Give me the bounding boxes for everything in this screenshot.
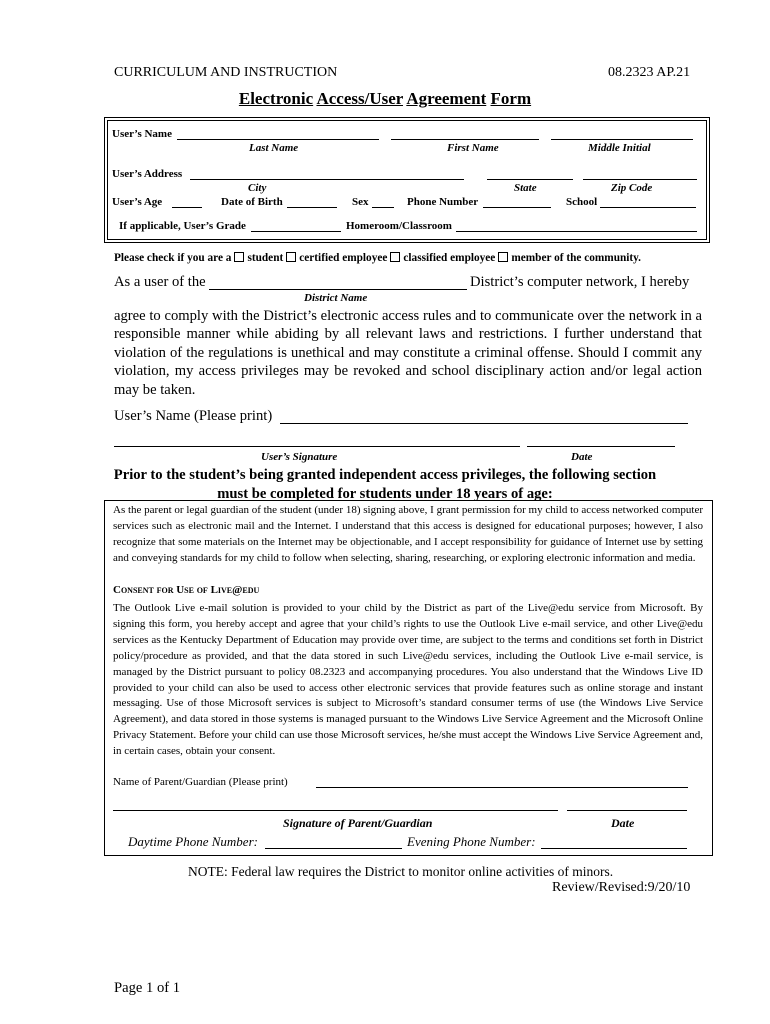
certified-checkbox[interactable] <box>286 252 296 262</box>
phone-label: Phone Number <box>407 196 479 208</box>
classified-checkbox[interactable] <box>390 252 400 262</box>
address-city-field[interactable] <box>190 179 464 180</box>
users-age-label: User’s Age <box>112 196 163 208</box>
sex-label: Sex <box>352 196 369 208</box>
parent-print-name-label: Name of Parent/Guardian (Please print) <box>113 776 288 788</box>
eve-phone-label: Evening Phone Number: <box>407 834 536 849</box>
agreement-paragraph: agree to comply with the District’s electronic access rules and to communicate over the network in a responsible manner while abiding by all relevant laws and restrictions. I further understand that violation of the regulations is unethical and may constitute a criminal offense. Should I commit any violation, my access privileges may be revoked and school disciplinary action and/or legal action may be taken. <box>114 308 702 398</box>
revised-date: Review/Revised:9/20/10 <box>552 880 691 895</box>
school-label: School <box>566 196 598 208</box>
role-check-prefix: Please check if you are a <box>114 252 232 264</box>
prior-notice-line2: must be completed for students under 18 years of age: <box>217 485 553 502</box>
day-phone-label: Daytime Phone Number: <box>128 834 258 849</box>
day-phone-field[interactable] <box>265 848 402 849</box>
role-check-line <box>114 252 641 264</box>
phone-field[interactable] <box>483 207 551 208</box>
title-word: Electronic <box>238 89 314 108</box>
certified-option: certified employee <box>299 252 388 264</box>
middle-initial-field[interactable] <box>551 139 693 140</box>
community-checkbox[interactable] <box>498 252 508 262</box>
parent-signature-field[interactable] <box>113 810 558 811</box>
sex-field[interactable] <box>372 207 394 208</box>
user-signature-field[interactable] <box>114 446 520 447</box>
users-address-label: User’s Address <box>112 168 183 180</box>
policy-code: 08.2323 AP.21 <box>608 65 691 80</box>
parent-print-name-field[interactable] <box>316 787 688 788</box>
first-name-field[interactable] <box>391 139 539 140</box>
user-signature-caption: User’s Signature <box>261 451 338 463</box>
print-name-field[interactable] <box>280 423 688 424</box>
student-checkbox[interactable] <box>234 252 244 262</box>
district-name-caption: District Name <box>304 292 368 304</box>
student-option: student <box>247 252 284 264</box>
title-word: Access/User <box>316 89 404 108</box>
user-date-caption: Date <box>571 451 593 463</box>
print-name-label: User’s Name (Please print) <box>114 408 273 424</box>
grade-field[interactable] <box>251 231 341 232</box>
dob-field[interactable] <box>287 207 337 208</box>
title-word: Form <box>490 89 532 108</box>
city-caption: City <box>248 182 267 194</box>
homeroom-label: Homeroom/Classroom <box>346 220 452 232</box>
user-date-field[interactable] <box>527 446 675 447</box>
dob-label: Date of Birth <box>221 196 283 208</box>
state-caption: State <box>514 182 537 194</box>
homeroom-field[interactable] <box>456 231 697 232</box>
as-user-text: As a user of the <box>114 274 206 290</box>
parent-date-field[interactable] <box>567 810 687 811</box>
consent-heading: Consent for Use of Live@edu <box>113 584 260 596</box>
form-title <box>0 89 770 109</box>
district-name-field[interactable] <box>209 289 467 290</box>
parent-intro-text: As the parent or legal guardian of the student (under 18) signing above, I grant permission for my child to access networked computer services such as electronic mail and the Internet. I understand that this access is designed for educational purposes; however, I also recognize that some materials on the Internet may be objectionable, and I accept responsibility for guidance of Internet use by setting and conveying standards for my child to follow when selecting, sharing, researching, or exploring electronic information and media. <box>113 504 703 564</box>
parent-signature-caption: Signature of Parent/Guardian <box>283 816 433 830</box>
federal-note: NOTE: Federal law requires the District to monitor online activities of minors. <box>188 864 614 879</box>
parent-date-caption: Date <box>611 816 635 830</box>
community-option: member of the community. <box>511 252 642 264</box>
users-name-label: User’s Name <box>112 128 172 140</box>
zip-caption: Zip Code <box>611 182 653 194</box>
prior-notice <box>0 466 770 503</box>
first-name-caption: First Name <box>447 142 499 154</box>
section-header: CURRICULUM AND INSTRUCTION <box>114 65 338 80</box>
zip-field[interactable] <box>583 179 697 180</box>
classified-option: classified employee <box>403 252 496 264</box>
network-text: District’s computer network, I hereby <box>470 274 690 290</box>
page-number: Page 1 of 1 <box>114 980 181 996</box>
age-field[interactable] <box>172 207 202 208</box>
consent-text: The Outlook Live e-mail solution is provided to your child by the District as part of the Live@edu service from Microsoft. By signing this form, you hereby accept and agree that your child’s rights to use the Outlook Live e-mail service, and other Live@edu services as the Kentucky Department of Education may provide over time, are subject to the terms and conditions set forth in District policy/procedure as provided, and that the data stored in such Live@edu services, including the Outlook Live e-mail service, is managed by the District pursuant to policy 08.2323 and accompanying procedures. You also understand that the Windows Live ID provided to your child can also be used to access other electronic services that provide features such as online storage and instant messaging. Use of those Microsoft services is subject to Microsoft’s standard consumer terms of use (the Windows Live Service Agreement), and data stored in those systems is managed pursuant to the Windows Live Service Agreement and the Microsoft Online Privacy Statement. Before your child can use those Microsoft services, he/she must accept the Windows Live Service Agreement and, in certain cases, obtain your consent. <box>113 602 703 758</box>
last-name-field[interactable] <box>177 139 379 140</box>
state-field[interactable] <box>487 179 573 180</box>
prior-notice-line1: Prior to the student’s being granted independent access privileges, the following section <box>113 467 657 483</box>
last-name-caption: Last Name <box>249 142 299 154</box>
grade-label: If applicable, User’s Grade <box>119 220 246 232</box>
school-field[interactable] <box>600 207 696 208</box>
middle-initial-caption: Middle Initial <box>588 142 651 154</box>
eve-phone-field[interactable] <box>541 848 687 849</box>
title-word: Agreement <box>406 89 487 108</box>
